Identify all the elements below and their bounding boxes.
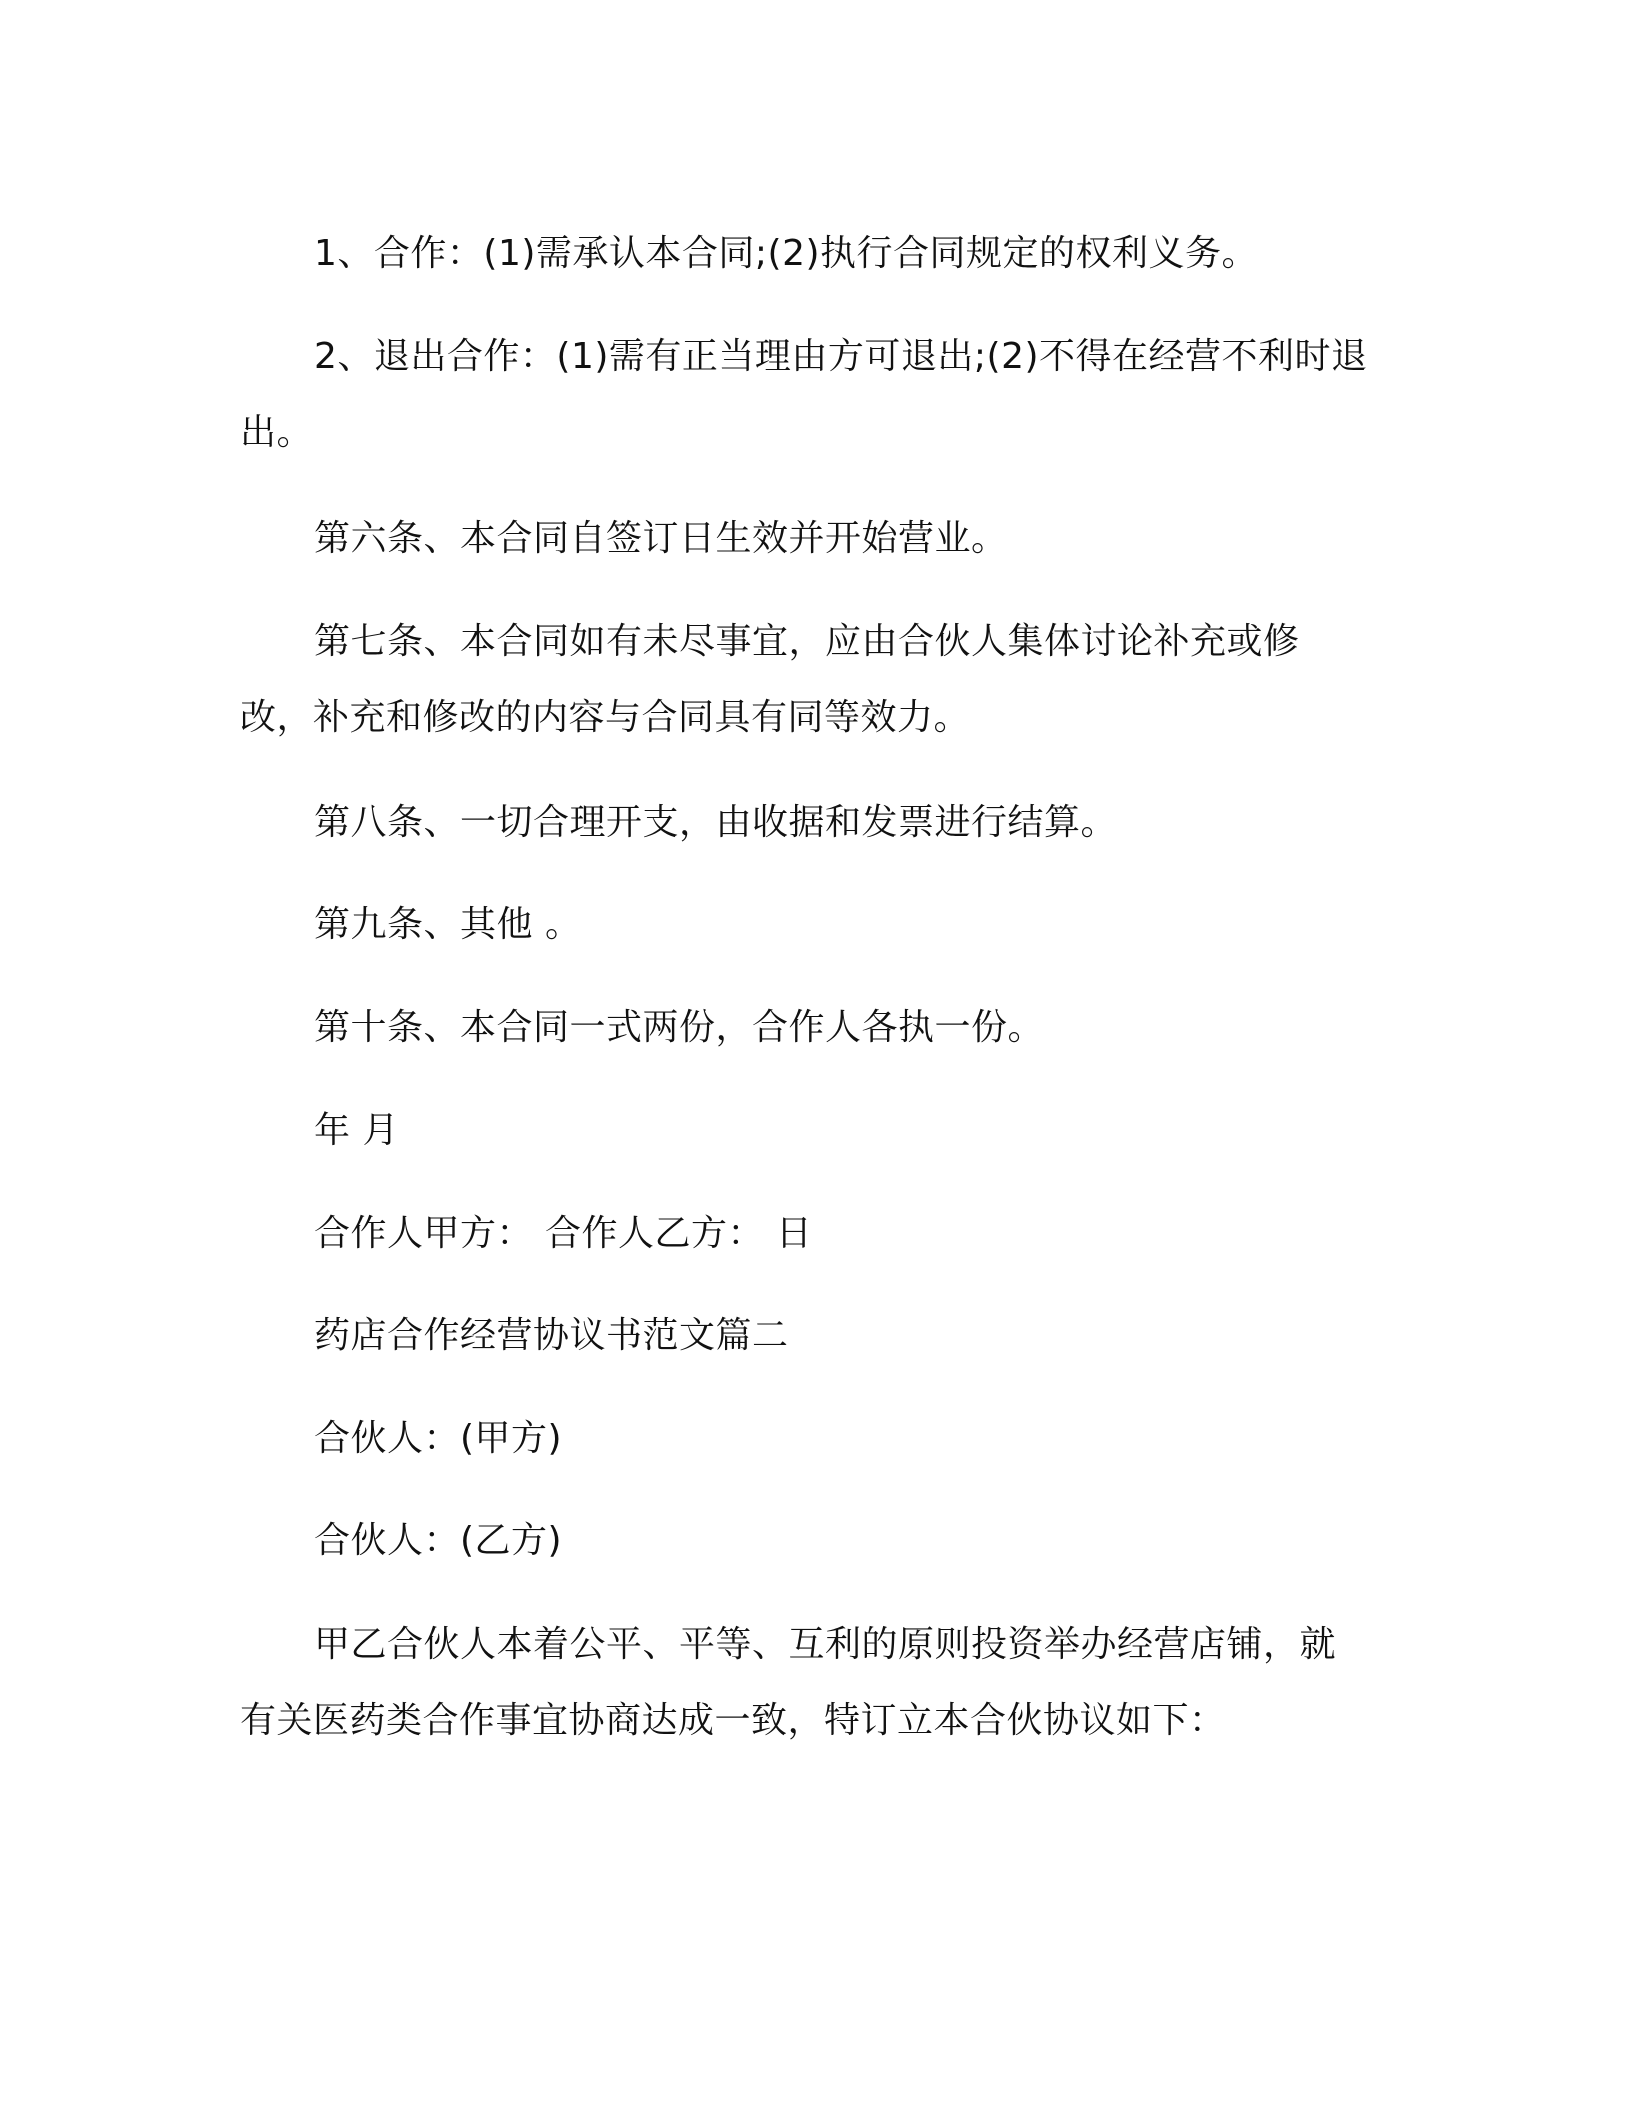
- paragraph-partner-b: 合伙人：(乙方): [314, 1520, 563, 1561]
- paragraph-preamble: 甲乙合伙人本着公平、平等、互利的原则投资举办经营店铺，就有关医药类合作事宜协商达成一致，特订立本合伙协议如下：: [240, 1624, 1337, 1741]
- paragraph-article-7: 第七条、本合同如有未尽事宜，应由合伙人集体讨论补充或修改，补充和修改的内容与合同具有同等效力。: [240, 621, 1300, 738]
- section-title: 药店合作经营协议书范文篇二: [314, 1315, 789, 1356]
- paragraph-article-10: 第十条、本合同一式两份，合作人各执一份。: [314, 1007, 1045, 1048]
- paragraph-date: 年 月: [314, 1110, 399, 1151]
- paragraph-clause-2: 2、退出合作：(1)需有正当理由方可退出;(2)不得在经营不利时退出。: [240, 336, 1368, 453]
- paragraph-article-8: 第八条、一切合理开支，由收据和发票进行结算。: [314, 802, 1118, 843]
- paragraph-clause-1: 1、合作：(1)需承认本合同;(2)执行合同规定的权利义务。: [314, 233, 1259, 274]
- paragraph-article-9: 第九条、其他 。: [314, 904, 582, 945]
- paragraph-partner-a: 合伙人：(甲方): [314, 1418, 563, 1459]
- paragraph-article-6: 第六条、本合同自签订日生效并开始营业。: [314, 518, 1008, 559]
- paragraph-signatures: 合作人甲方： 合作人乙方： 日: [314, 1213, 813, 1254]
